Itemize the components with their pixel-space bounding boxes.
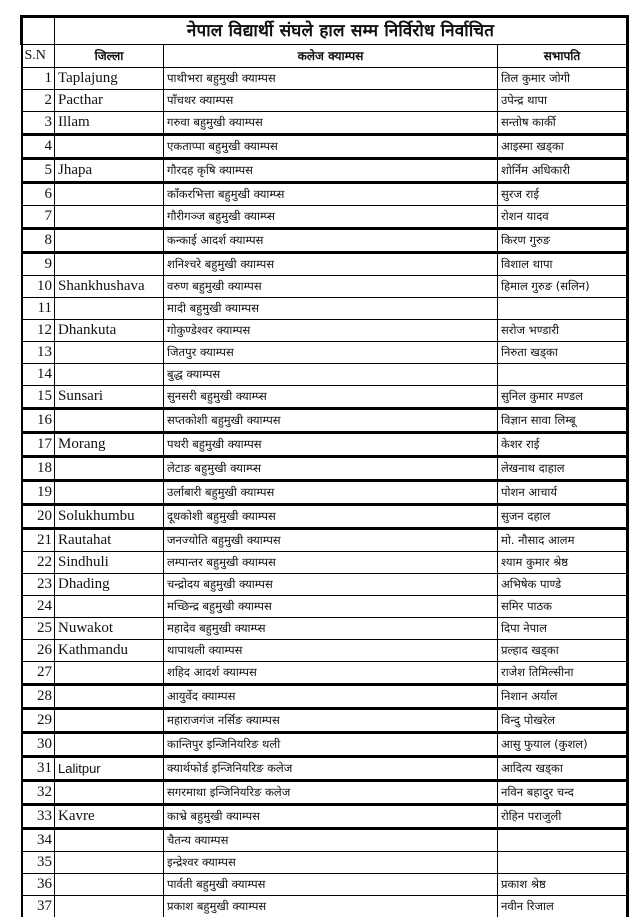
table-row <box>22 90 628 112</box>
president-cell: केशर राई <box>498 433 628 457</box>
president-cell: विन्दु पोखरेल <box>498 709 628 733</box>
table-row <box>22 253 628 276</box>
president-cell <box>498 364 628 386</box>
president-cell: समिर पाठक <box>498 596 628 618</box>
college-cell: जितपुर क्याम्पस <box>164 342 498 364</box>
sn-cell: 9 <box>22 253 55 276</box>
sn-cell: 16 <box>22 409 55 433</box>
president-cell <box>498 298 628 320</box>
president-cell: आइस्मा खड्का <box>498 135 628 159</box>
sn-cell: 36 <box>22 874 55 896</box>
president-cell: विज्ञान सावा लिम्बू <box>498 409 628 433</box>
college-cell: मादी बहुमुखी क्याम्पस <box>164 298 498 320</box>
table-row <box>22 112 628 135</box>
president-cell: आसु फुयाल (कुशल) <box>498 733 628 757</box>
district-cell <box>55 852 164 874</box>
college-cell: पाँचथर क्याम्पस <box>164 90 498 112</box>
table-row <box>22 386 628 409</box>
college-cell: शनिश्चरे बहुमुखी क्याम्पस <box>164 253 498 276</box>
college-cell: गरुवा बहुमुखी क्याम्पस <box>164 112 498 135</box>
president-cell: सुनिल कुमार मण्डल <box>498 386 628 409</box>
sn-cell: 8 <box>22 229 55 253</box>
district-cell <box>55 229 164 253</box>
header-president: सभापति <box>498 45 628 68</box>
district-cell <box>55 457 164 481</box>
table-row <box>22 829 628 852</box>
president-cell: शोर्निम अधिकारी <box>498 159 628 183</box>
district-cell: Dhading <box>55 574 164 596</box>
table-row <box>22 481 628 505</box>
president-cell: निशान अर्याल <box>498 685 628 709</box>
president-cell: हिमाल गुरुङ (सलिन) <box>498 276 628 298</box>
spreadsheet-page <box>20 15 626 917</box>
table-row <box>22 159 628 183</box>
table-row <box>22 409 628 433</box>
sn-cell: 37 <box>22 896 55 917</box>
sn-cell: 30 <box>22 733 55 757</box>
district-cell <box>55 896 164 917</box>
table-row <box>22 574 628 596</box>
president-cell: श्याम कुमार श्रेष्ठ <box>498 552 628 574</box>
table-row <box>22 757 628 781</box>
president-cell: सुरज राई <box>498 183 628 206</box>
title-blank-cell <box>22 17 55 45</box>
college-cell: सुनसरी बहुमुखी क्याम्प्स <box>164 386 498 409</box>
table-row <box>22 685 628 709</box>
district-cell: Sindhuli <box>55 552 164 574</box>
header-district: जिल्ला <box>55 45 164 68</box>
table-row <box>22 364 628 386</box>
college-cell: प्रकाश बहुमुखी क्याम्पस <box>164 896 498 917</box>
sn-cell: 28 <box>22 685 55 709</box>
college-cell: पाथीभरा बहुमुखी क्याम्पस <box>164 68 498 90</box>
college-cell: काँकरभित्ता बहुमुखी क्याम्प्स <box>164 183 498 206</box>
president-cell: दिपा नेपाल <box>498 618 628 640</box>
college-cell: लम्पान्तर बहुमुखी क्याम्पस <box>164 552 498 574</box>
sn-cell: 2 <box>22 90 55 112</box>
table-body <box>22 68 628 917</box>
president-cell: नविन बहादुर चन्द <box>498 781 628 805</box>
table-row <box>22 896 628 917</box>
sn-cell: 21 <box>22 529 55 552</box>
sn-cell: 34 <box>22 829 55 852</box>
table-row <box>22 276 628 298</box>
district-cell: Illam <box>55 112 164 135</box>
sn-cell: 4 <box>22 135 55 159</box>
district-cell: Solukhumbu <box>55 505 164 529</box>
sn-cell: 6 <box>22 183 55 206</box>
college-cell: वरुण बहुमुखी क्याम्पस <box>164 276 498 298</box>
sn-cell: 13 <box>22 342 55 364</box>
sn-cell: 29 <box>22 709 55 733</box>
president-cell: मो. नौसाद आलम <box>498 529 628 552</box>
president-cell: सरोज भण्डारी <box>498 320 628 342</box>
district-cell: Sunsari <box>55 386 164 409</box>
sn-cell: 10 <box>22 276 55 298</box>
district-cell <box>55 409 164 433</box>
sn-cell: 14 <box>22 364 55 386</box>
district-cell <box>55 135 164 159</box>
college-cell: इन्द्रेश्वर क्याम्पस <box>164 852 498 874</box>
district-cell: Lalitpur <box>55 757 164 781</box>
college-cell: क्यार्थफोर्ड इन्जिनियरिङ कलेज <box>164 757 498 781</box>
table-row <box>22 505 628 529</box>
district-cell: Morang <box>55 433 164 457</box>
president-cell: सन्तोष कार्की <box>498 112 628 135</box>
district-cell <box>55 342 164 364</box>
title-row <box>22 17 628 45</box>
sn-cell: 31 <box>22 757 55 781</box>
sn-cell: 17 <box>22 433 55 457</box>
table-row <box>22 529 628 552</box>
college-cell: चन्द्रोदय बहुमुखी क्याम्पस <box>164 574 498 596</box>
college-cell: बुद्ध क्याम्पस <box>164 364 498 386</box>
table-row <box>22 229 628 253</box>
sn-cell: 35 <box>22 852 55 874</box>
elected-presidents-table <box>20 15 629 917</box>
sn-cell: 1 <box>22 68 55 90</box>
sn-cell: 27 <box>22 662 55 685</box>
college-cell: दूधकोशी बहुमुखी क्याम्पस <box>164 505 498 529</box>
district-cell <box>55 874 164 896</box>
college-cell: पार्वती बहुमुखी क्याम्पस <box>164 874 498 896</box>
table-row <box>22 433 628 457</box>
district-cell <box>55 206 164 229</box>
table-row <box>22 781 628 805</box>
table-row <box>22 596 628 618</box>
table-row <box>22 662 628 685</box>
table-row <box>22 552 628 574</box>
table-row <box>22 135 628 159</box>
college-cell: गोकुण्डेश्वर क्याम्पस <box>164 320 498 342</box>
district-cell <box>55 596 164 618</box>
college-cell: आयुर्वेद क्याम्पस <box>164 685 498 709</box>
sn-cell: 3 <box>22 112 55 135</box>
district-cell <box>55 709 164 733</box>
sn-cell: 12 <box>22 320 55 342</box>
district-cell: Kathmandu <box>55 640 164 662</box>
header-sn: S.N <box>22 45 55 68</box>
president-cell: रोहिन पराजुली <box>498 805 628 829</box>
college-cell: सगरमाथा इन्जिनियरिङ कलेज <box>164 781 498 805</box>
college-cell: उर्लाबारी बहुमुखी क्याम्पस <box>164 481 498 505</box>
district-cell: Pacthar <box>55 90 164 112</box>
district-cell: Nuwakot <box>55 618 164 640</box>
college-cell: लेटाङ बहुमुखी क्याम्प्स <box>164 457 498 481</box>
college-cell: कन्काई आदर्श क्याम्पस <box>164 229 498 253</box>
college-cell: कान्तिपुर इन्जिनियरिङ थली <box>164 733 498 757</box>
district-cell: Shankhushava <box>55 276 164 298</box>
college-cell: सप्तकोशी बहुमुखी क्याम्पस <box>164 409 498 433</box>
district-cell: Kavre <box>55 805 164 829</box>
district-cell <box>55 829 164 852</box>
president-cell: राजेश तिमिल्सीना <box>498 662 628 685</box>
district-cell <box>55 733 164 757</box>
sn-cell: 24 <box>22 596 55 618</box>
college-cell: महाराजगंज नर्सिङ क्याम्पस <box>164 709 498 733</box>
president-cell: प्रकाश श्रेष्ठ <box>498 874 628 896</box>
district-cell <box>55 481 164 505</box>
table-row <box>22 733 628 757</box>
table-row <box>22 618 628 640</box>
president-cell: किरण गुरुङ <box>498 229 628 253</box>
president-cell: सुजन दहाल <box>498 505 628 529</box>
table-row <box>22 709 628 733</box>
table-row <box>22 874 628 896</box>
district-cell <box>55 253 164 276</box>
district-cell: Dhankuta <box>55 320 164 342</box>
president-cell: आदित्य खड्का <box>498 757 628 781</box>
sn-cell: 26 <box>22 640 55 662</box>
table-row <box>22 68 628 90</box>
table-row <box>22 298 628 320</box>
president-cell: विशाल थापा <box>498 253 628 276</box>
table-row <box>22 206 628 229</box>
college-cell: पथरी बहुमुखी क्याम्पस <box>164 433 498 457</box>
college-cell: थापाथली क्याम्पस <box>164 640 498 662</box>
district-cell <box>55 298 164 320</box>
table-row <box>22 320 628 342</box>
table-row <box>22 342 628 364</box>
college-cell: मच्छिन्द्र बहुमुखी क्याम्पस <box>164 596 498 618</box>
college-cell: काभ्रे बहुमुखी क्याम्पस <box>164 805 498 829</box>
sn-cell: 11 <box>22 298 55 320</box>
college-cell: महादेव बहुमुखी क्याम्प्स <box>164 618 498 640</box>
sn-cell: 7 <box>22 206 55 229</box>
sn-cell: 23 <box>22 574 55 596</box>
sn-cell: 15 <box>22 386 55 409</box>
table-row <box>22 805 628 829</box>
district-cell <box>55 662 164 685</box>
table-row <box>22 852 628 874</box>
table-row <box>22 457 628 481</box>
college-cell: गौरीगञ्ज बहुमुखी क्याम्प्स <box>164 206 498 229</box>
header-row <box>22 45 628 68</box>
district-cell: Jhapa <box>55 159 164 183</box>
district-cell <box>55 183 164 206</box>
sn-cell: 22 <box>22 552 55 574</box>
president-cell: लेखनाथ दाहाल <box>498 457 628 481</box>
table-row <box>22 183 628 206</box>
president-cell: नवीन रिजाल <box>498 896 628 917</box>
district-cell <box>55 364 164 386</box>
college-cell: शहिद आदर्श क्याम्पस <box>164 662 498 685</box>
sn-cell: 25 <box>22 618 55 640</box>
president-cell: तिल कुमार जोगी <box>498 68 628 90</box>
sn-cell: 33 <box>22 805 55 829</box>
college-cell: जनज्योति बहुमुखी क्याम्पस <box>164 529 498 552</box>
president-cell: अभिषेक पाण्डे <box>498 574 628 596</box>
president-cell: निरुता खड्का <box>498 342 628 364</box>
sn-cell: 19 <box>22 481 55 505</box>
district-cell: Taplajung <box>55 68 164 90</box>
header-college: कलेज क्याम्पस <box>164 45 498 68</box>
president-cell: उपेन्द्र थापा <box>498 90 628 112</box>
president-cell: रोशन यादव <box>498 206 628 229</box>
table-title: नेपाल विद्यार्थी संघले हाल सम्म निर्विरोध निर्वाचित <box>55 17 628 45</box>
table-row <box>22 640 628 662</box>
district-cell <box>55 781 164 805</box>
sn-cell: 5 <box>22 159 55 183</box>
district-cell <box>55 685 164 709</box>
sn-cell: 18 <box>22 457 55 481</box>
district-cell: Rautahat <box>55 529 164 552</box>
president-cell <box>498 852 628 874</box>
president-cell: प्रल्हाद खड्का <box>498 640 628 662</box>
sn-cell: 32 <box>22 781 55 805</box>
college-cell: चैतन्य क्याम्पस <box>164 829 498 852</box>
president-cell <box>498 829 628 852</box>
college-cell: गौरदह कृषि क्याम्पस <box>164 159 498 183</box>
college-cell: एकताप्पा बहुमुखी क्याम्पस <box>164 135 498 159</box>
president-cell: पोशन आचार्य <box>498 481 628 505</box>
sn-cell: 20 <box>22 505 55 529</box>
